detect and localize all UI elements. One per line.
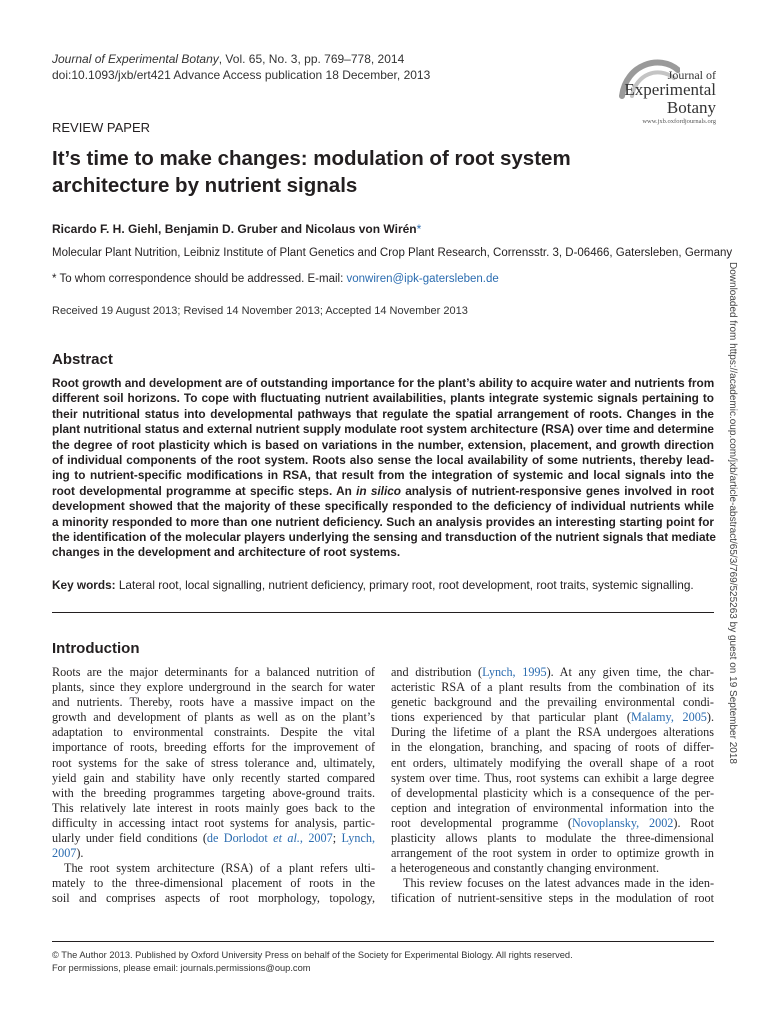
abstract-line: the identification of the molecular players underlying the sensing and transduction of the nutrient signals that mediate	[52, 530, 716, 545]
body-line: and nutrients. Thereby, roots have a massive impact on the	[52, 695, 375, 710]
abstract-line: different soil horizons. To cope with fluctuating nutrient availabilities, plants integrate systemic signals pertaining to	[52, 391, 714, 406]
body-text: ). Root	[673, 815, 714, 830]
affiliation: Molecular Plant Nutrition, Leibniz Institute of Plant Genetics and Crop Plant Research, Corrensstr. 3, D-06466, Gatersleben, Germany	[52, 247, 733, 259]
section-label: REVIEW PAPER	[52, 120, 151, 135]
body-line: arrangement of the root system in order to optimize growth in	[391, 846, 714, 861]
abstract-line: changes in the development and architecture of root systems.	[52, 545, 401, 560]
body-text: and distribution (	[391, 665, 483, 679]
body-line	[52, 831, 375, 846]
body-column-right	[391, 665, 714, 907]
download-watermark	[726, 262, 750, 762]
logo-text-line3: Botany	[666, 98, 716, 117]
title-line: It’s time to make changes: modulation of root system	[52, 147, 571, 170]
body-line: genetic background and the prevailing environmental condi-	[391, 695, 714, 710]
body-line: of developmental plasticity which is a consequence of the per-	[391, 785, 714, 800]
body-text: ). At any given time, the char-	[546, 665, 714, 679]
journal-logo	[604, 56, 724, 132]
footer-divider	[52, 941, 714, 942]
abstract-line: of individual components of the root system. Roots also sense the local availability of some nutrients, thereby lead-	[52, 453, 714, 468]
body-line: adaptation to environmental constraints. Despite the vital	[52, 725, 375, 740]
body-line	[391, 816, 714, 831]
body-line: The root system architecture (RSA) of a plant refers ulti-	[64, 861, 375, 876]
journal-reference	[52, 51, 430, 83]
body-line	[391, 710, 714, 725]
body-line: mately to the three-dimensional placement of roots in the	[52, 876, 375, 891]
citation-link[interactable]: 2007	[52, 846, 77, 861]
logo-text-line1: Journal of	[667, 68, 716, 82]
abstract-line: the degree of root plasticity which is based on variations in the number, extension, placement, and growth direction	[52, 437, 714, 452]
body-line: soil and comprises aspects of root morphology, topology,	[52, 891, 375, 906]
logo-url: www.jxb.oxfordjournals.org	[642, 118, 716, 125]
body-line: in the elongation, branching, and spacing of roots of differ-	[391, 740, 714, 755]
body-line: yield gain and stability have only recently started compared	[52, 770, 375, 785]
correspondence	[52, 273, 499, 285]
body-line: This relatively late interest in roots mainly goes back to the	[52, 800, 375, 815]
section-divider	[52, 612, 714, 613]
abstract-line: a minority responded to more than one nutrient deficiency. Such an analysis provides an interesting starting point for	[52, 514, 714, 529]
article-title	[52, 145, 662, 199]
citation-separator: ;	[332, 831, 342, 846]
body-line: ception and integration of environmental information into the	[391, 800, 714, 815]
email-link[interactable]: vonwiren@ipk-gatersleben.de	[346, 273, 499, 285]
abstract-line: root developmental programme at specific steps. An in silico analysis of nutrient-responsive genes involved in root	[52, 483, 714, 498]
body-line: acteristic RSA of a plant results from the combination of its	[391, 680, 714, 695]
body-line: with the breeding programmes targeting above-ground traits.	[52, 785, 375, 800]
journal-name: Journal of Experimental Botany	[52, 52, 219, 66]
body-column-left	[52, 665, 375, 907]
citation-link[interactable]: Lynch, 1995	[482, 665, 547, 679]
keywords-label: Key words:	[52, 578, 116, 592]
body-line: root systems for the sake of stress tolerance and, ultimately,	[52, 755, 375, 770]
authors	[52, 222, 421, 236]
abstract-heading: Abstract	[52, 351, 113, 368]
keywords-text: Lateral root, local signalling, nutrient deficiency, primary root, root development, root traits, systemic signalling.	[115, 578, 694, 592]
abstract-line: ing to nutrient-specific modifications in RSA, that result from the integration of systemic and local signals into the	[52, 468, 714, 483]
correspondence-prefix: * To whom correspondence should be addressed. E-mail:	[52, 273, 347, 285]
abstract-line: Root growth and development are of outstanding importance for the plant’s ability to acquire water and nutrients from	[52, 376, 715, 390]
in-silico-italic: in silico	[356, 483, 401, 498]
logo-text-line2: Experimental	[624, 80, 716, 99]
body-line: growth and development of plants as well as on the plant’s	[52, 710, 375, 725]
body-line: 2007).	[52, 846, 84, 861]
body-text: root developmental programme (	[391, 815, 572, 830]
author-names: Ricardo F. H. Giehl, Benjamin D. Gruber and Nicolaus von Wirén	[52, 222, 417, 236]
body-line: tification of nutrient-sensitive steps in the modulation of root	[391, 891, 714, 906]
correspondence-marker[interactable]: *	[416, 222, 422, 236]
copyright-footer	[52, 949, 573, 974]
title-line: architecture by nutrient signals	[52, 174, 358, 197]
doi-line: doi:10.1093/jxb/ert421 Advance Access publication 18 December, 2013	[52, 68, 431, 82]
download-watermark-text: Downloaded from https://academic.oup.com/jxb/article-abstract/65/3/769/525263 by guest on 19 September 2018	[727, 262, 738, 764]
body-line: importance of roots, breeding efforts for the improvement of	[52, 740, 375, 755]
citation-link[interactable]: Novoplansky, 2002	[571, 815, 674, 830]
abstract-line: development showed that the majority of these specifically responded to the deficiency of individual nutrients while	[52, 499, 714, 514]
body-line: This review focuses on the latest advances made in the iden-	[403, 876, 714, 891]
received-dates: Received 19 August 2013; Revised 14 November 2013; Accepted 14 November 2013	[52, 305, 468, 317]
abstract-line: their nutritional status into developmental pathways that regulate the spatial arrangement of roots. Changes in the	[52, 406, 714, 421]
body-line: plants, since they explore underground in the search for water	[52, 680, 375, 695]
body-line	[391, 665, 714, 680]
citation-author: de Dorlodot	[206, 831, 274, 846]
body-line: plasticity allows plants to modulate the three-dimensional	[391, 831, 714, 846]
body-text: ularly under field conditions (	[52, 831, 207, 846]
volume-info: , Vol. 65, No. 3, pp. 769–778, 2014	[218, 52, 405, 66]
citation-link[interactable]: Malamy, 2005	[631, 710, 707, 725]
body-line: During the lifetime of a plant the RSA undergoes alterations	[391, 725, 714, 740]
abstract-body	[52, 376, 714, 561]
citation-link[interactable]: Lynch,	[341, 831, 375, 846]
journal-citation-line	[52, 51, 430, 67]
body-line: a heterogeneous and constantly changing environment.	[391, 861, 660, 876]
citation-link[interactable]	[207, 831, 333, 845]
body-line: difficulty in accessing intact root systems for analysis, partic-	[52, 815, 375, 830]
citation-etal: et al.	[273, 831, 300, 846]
body-text: tions experienced by that particular plant (	[391, 710, 631, 725]
introduction-heading: Introduction	[52, 640, 140, 657]
citation-year: , 2007	[299, 831, 333, 846]
abstract-line: plant nutritional status and external nutrient supply modulate root system architecture (RSA) over time and determine	[52, 422, 714, 437]
body-line: system over time. Thus, root systems can exhibit a large degree	[391, 770, 714, 785]
keywords	[52, 578, 694, 592]
copyright-line: © The Author 2013. Published by Oxford University Press on behalf of the Society for Experimental Biology. All rights reserved.	[52, 950, 573, 960]
body-text: ).	[706, 710, 714, 725]
body-line: Roots are the major determinants for a balanced nutrition of	[52, 665, 375, 679]
permissions-line: For permissions, please email: journals.permissions@oup.com	[52, 962, 311, 973]
body-line: ent orders, ultimately modifying the overall shape of a root	[391, 755, 714, 770]
